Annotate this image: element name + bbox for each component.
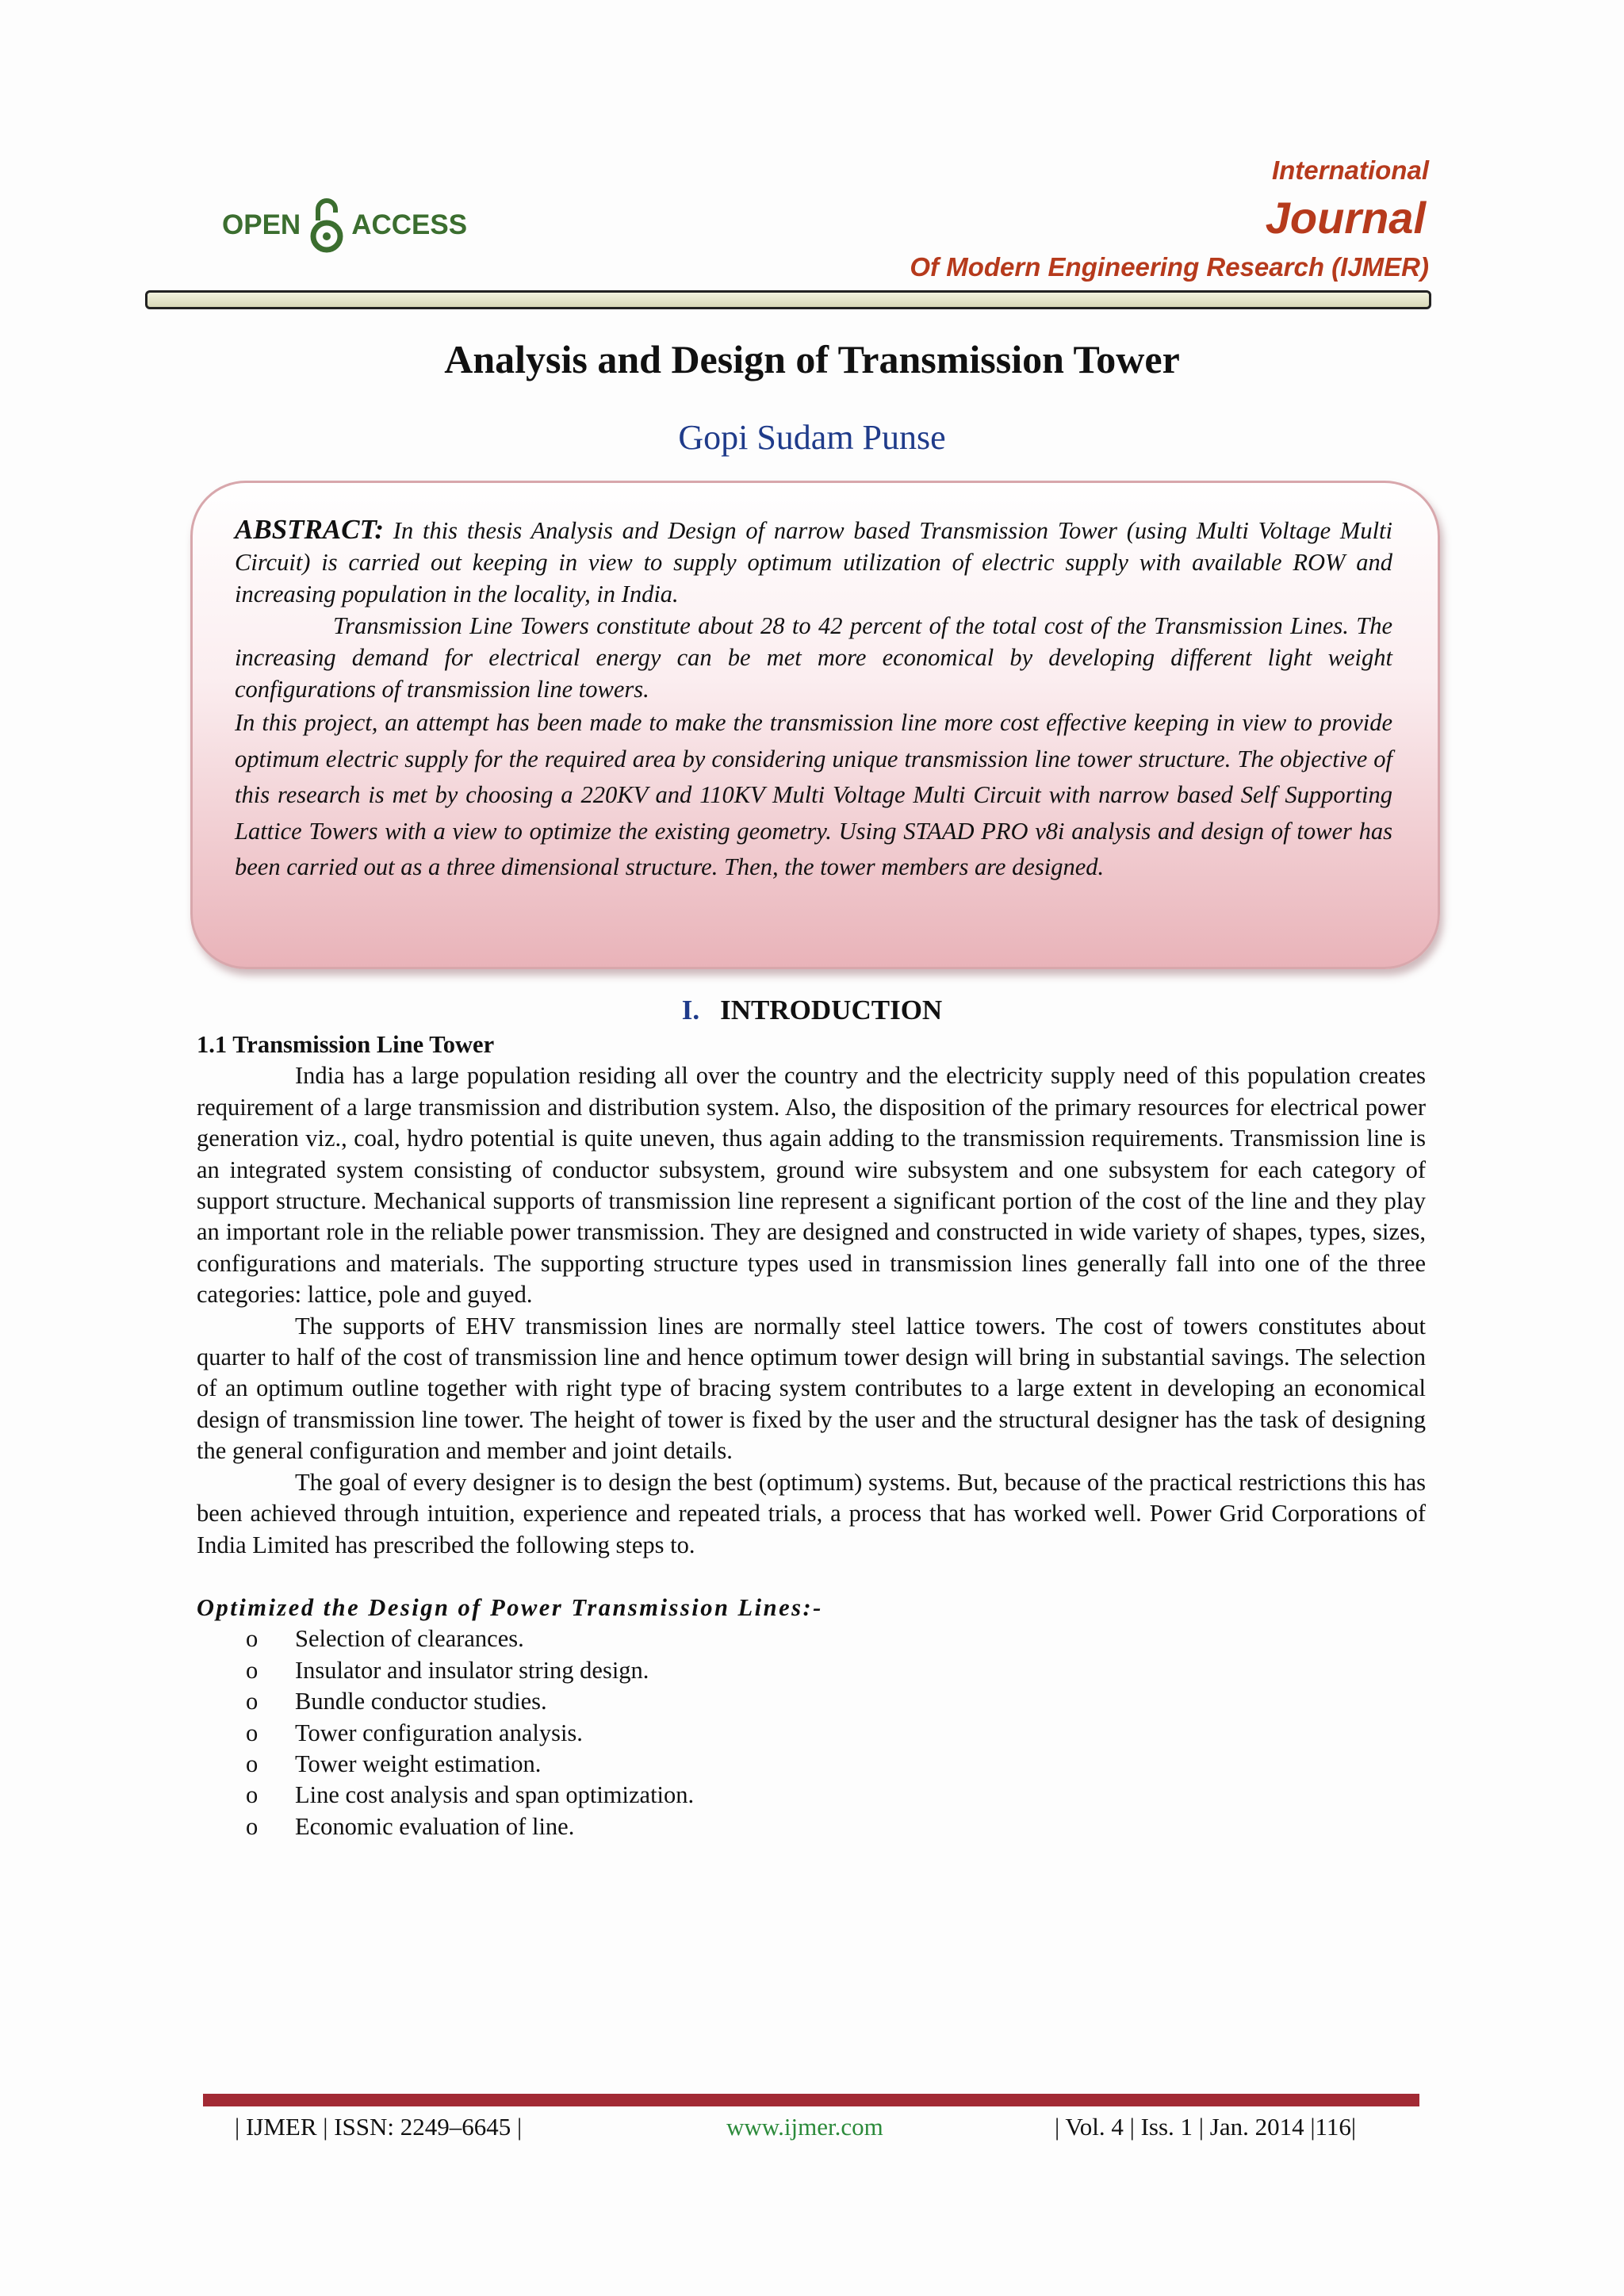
- paper-title: Analysis and Design of Transmission Tower: [444, 337, 1180, 381]
- bullet-icon: o: [246, 1719, 259, 1746]
- journal-name-line-2: Journal: [1265, 193, 1426, 243]
- footer-issn: | IJMER | ISSN: 2249–6645 |: [235, 2113, 523, 2141]
- list-heading: Optimized the Design of Power Transmission Lines:-: [197, 1593, 823, 1621]
- footer-website-link[interactable]: www.ijmer.com: [726, 2113, 883, 2141]
- open-access-right-text: ACCESS: [351, 209, 468, 240]
- open-access-left-text: OPEN: [222, 209, 301, 240]
- list-item: o Line cost analysis and span optimization.: [197, 1780, 1426, 1811]
- footer-rule: [203, 2094, 1419, 2106]
- bullet-icon: o: [246, 1781, 259, 1809]
- body-text: [197, 1029, 1426, 1842]
- body-paragraph-1: India has a large population residing all over the country and the electricity supply need of this population creates requirement of a large transmission and distribution system. Also, the disposition of the primary resources for electrical power generation viz., coal, hydro potential is quite uneven, thus again adding to the transmission requirements. Transmission line is an integrated system consisting of conductor subsystem, ground wire subsystem and one subsystem for each category of support structure. Mechanical supports of transmission line represent a significant portion of the cost of the line and they play an important role in the reliable power transmission. They are designed and constructed in wide variety of shapes, types, sizes, configurations and materials. The supporting structure types used in transmission lines generally fall into one of the three categories: lattice, pole and guyed.: [197, 1062, 1426, 1309]
- list-item: o Economic evaluation of line.: [197, 1811, 1426, 1842]
- section-heading: [0, 995, 1624, 1026]
- list-item: o Tower weight estimation.: [197, 1749, 1426, 1780]
- abstract-paragraph-3: In this project, an attempt has been made to make the transmission line more cost effective keeping in view to provide optimum electric supply for the required area by considering unique transmission line tower structure. The objective of this research is met by choosing a 220KV and 110KV Multi Voltage Multi Circuit with narrow based Self Supporting Lattice Towers with a view to optimize the existing geometry. Using STAAD PRO v8i analysis and design of tower has been carried out as a three dimensional structure. Then, the tower members are designed.: [235, 709, 1392, 880]
- body-paragraph-2: The supports of EHV transmission lines are normally steel lattice towers. The cost of towers constitutes about quarter to half of the cost of transmission line and hence optimum tower design will bring in substantial savings. The selection of an optimum outline together with right type of bracing system contributes to a large extent in developing an economical design of transmission line tower. The height of tower is fixed by the user and the structural designer has the task of designing the general configuration and member and joint details.: [197, 1312, 1426, 1465]
- open-lock-icon: [308, 197, 345, 254]
- list-item: o Bundle conductor studies.: [197, 1686, 1426, 1717]
- bullet-icon: o: [246, 1688, 259, 1715]
- abstract-label: ABSTRACT:: [235, 514, 385, 545]
- bullet-icon: o: [246, 1656, 259, 1684]
- list-item: o Tower configuration analysis.: [197, 1718, 1426, 1749]
- list-item: o Insulator and insulator string design.: [197, 1655, 1426, 1686]
- footer-volume-page: | Vol. 4 | Iss. 1 | Jan. 2014 |116|: [1055, 2113, 1357, 2141]
- paper-author: Gopi Sudam Punse: [678, 418, 946, 457]
- open-access-logo: [222, 194, 467, 257]
- section-number: I.: [681, 995, 700, 1025]
- body-paragraph-3: The goal of every designer is to design the best (optimum) systems. But, because of the practical restrictions this has been achieved through intuition, experience and repeated trials, a process that has worked well. Power Grid Corporations of India Limited has prescribed the following steps to.: [197, 1468, 1426, 1558]
- list-item: o Selection of clearances.: [197, 1623, 1426, 1654]
- abstract-paragraph-2: Transmission Line Towers constitute about 28 to 42 percent of the total cost of the Transmission Lines. The increasing demand for electrical energy can be met more economical by developing different light weight configurations of transmission line towers.: [235, 612, 1392, 703]
- header-divider: [145, 290, 1431, 309]
- steps-list: [197, 1623, 1426, 1842]
- bullet-icon: o: [246, 1750, 259, 1777]
- section-title: INTRODUCTION: [720, 995, 943, 1025]
- bullet-icon: o: [246, 1812, 259, 1840]
- abstract-paragraph-1: ABSTRACT: In this thesis Analysis and Design of narrow based Transmission Tower (using Multi Voltage Multi Circuit) is carried out keeping in view to supply optimum utilization of electric supply with available ROW and increasing population in the locality, in India.: [235, 514, 1392, 608]
- bullet-icon: o: [246, 1625, 259, 1653]
- journal-name-line-3: Of Modern Engineering Research (IJMER): [910, 252, 1429, 282]
- subsection-heading: 1.1 Transmission Line Tower: [197, 1031, 495, 1058]
- journal-name-line-1: International: [1271, 155, 1429, 185]
- abstract-text: [235, 514, 1392, 886]
